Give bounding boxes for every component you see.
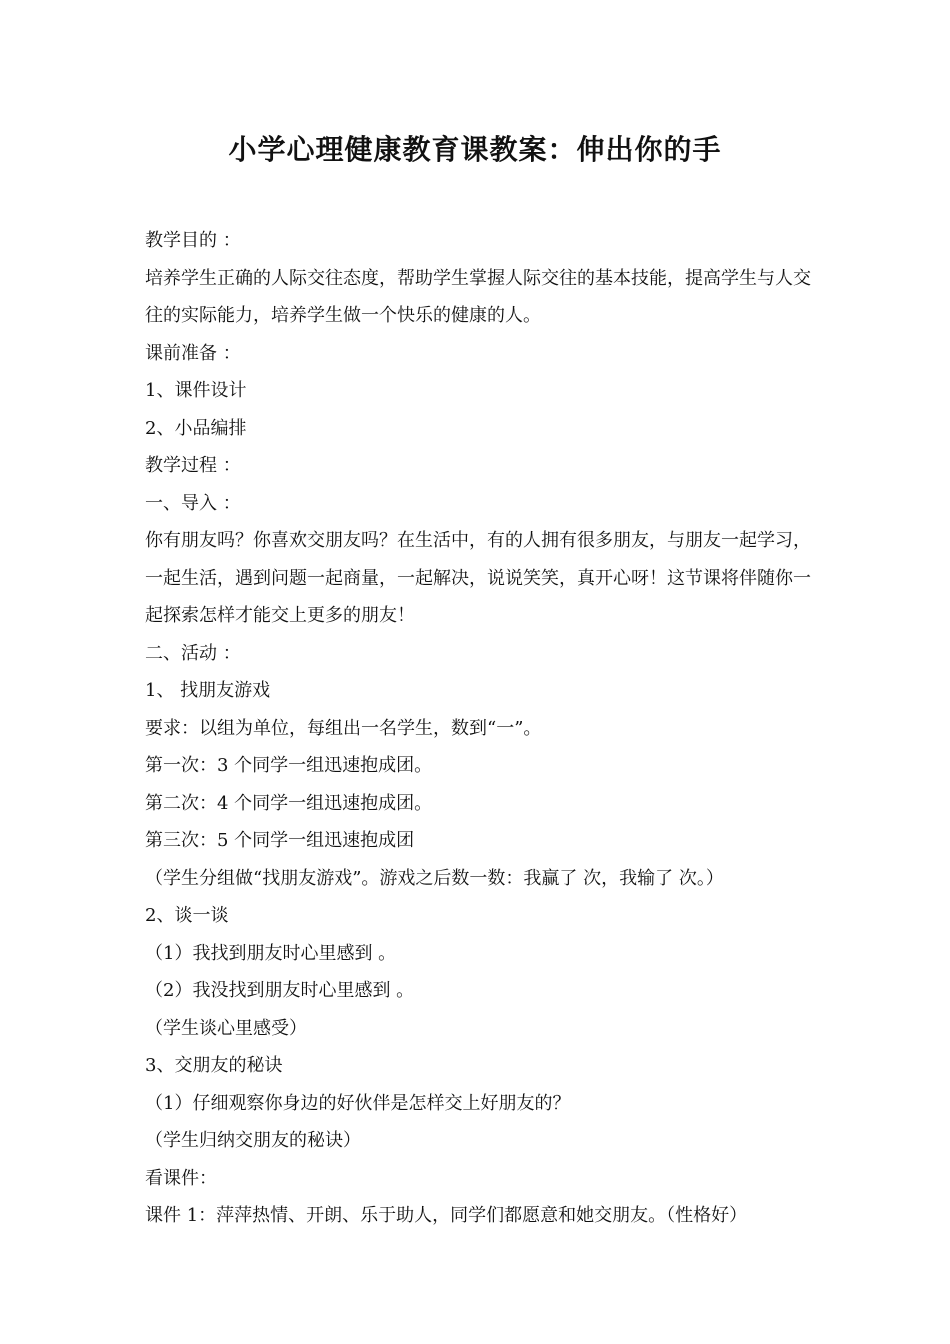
list-item: 1、 找朋友游戏 xyxy=(145,680,271,701)
document-body xyxy=(145,222,813,1235)
paragraph-line: 要求：以组为单位，每组出一名学生，数到“一”。 xyxy=(145,717,542,739)
paragraph: 培养学生正确的人际交往态度，帮助学生掌握人际交往的基本技能，提高学生与人交往的实际能力，培养学生做一个快乐的健康的人。 xyxy=(145,267,811,326)
paragraph-line: （学生谈心里感受） xyxy=(145,1017,307,1039)
paragraph-line: （学生分组做“找朋友游戏”。游戏之后数一数：我赢了 次，我输了 次。） xyxy=(145,867,724,889)
list-item: 2、谈一谈 xyxy=(145,905,229,926)
document-title: 小学心理健康教育课教案：伸出你的手 xyxy=(228,133,722,166)
paragraph-line: 看课件： xyxy=(145,1167,217,1189)
paragraph-line: （学生归纳交朋友的秘诀） xyxy=(145,1130,361,1151)
list-item: 3、交朋友的秘诀 xyxy=(145,1055,283,1076)
paragraph-line: （1）仔细观察你身边的好伙伴是怎样交上好朋友的？ xyxy=(145,1092,571,1114)
section-heading: 课前准备 ： xyxy=(145,342,241,364)
section-heading: 一、导入 ： xyxy=(145,492,241,514)
paragraph-line: 第二次：4 个同学一组迅速抱成团。 xyxy=(145,792,433,814)
paragraph-line: 课件 1：萍萍热情、开朗、乐于助人，同学们都愿意和她交朋友。（性格好） xyxy=(145,1205,748,1226)
paragraph-line: （2）我没找到朋友时心里感到 。 xyxy=(145,980,415,1001)
list-item: 1、课件设计 xyxy=(145,380,247,401)
list-item: 2、小品编排 xyxy=(145,417,247,439)
section-heading: 二、活动 ： xyxy=(145,642,241,664)
section-heading: 教学目的 ： xyxy=(145,230,241,251)
section-heading: 教学过程 ： xyxy=(145,455,241,476)
paragraph-line: 第三次：5 个同学一组迅速抱成团 xyxy=(145,830,415,851)
paragraph: 你有朋友吗？你喜欢交朋友吗？在生活中，有的人拥有很多朋友，与朋友一起学习，一起生活，遇到问题一起商量，一起解决，说说笑笑，真开心呀！这节课将伴随你一起探索怎样才能交上更多的朋友！ xyxy=(145,530,811,626)
paragraph-line: 第一次：3 个同学一组迅速抱成团。 xyxy=(145,755,433,776)
paragraph-line: （1）我找到朋友时心里感到 。 xyxy=(145,942,397,964)
